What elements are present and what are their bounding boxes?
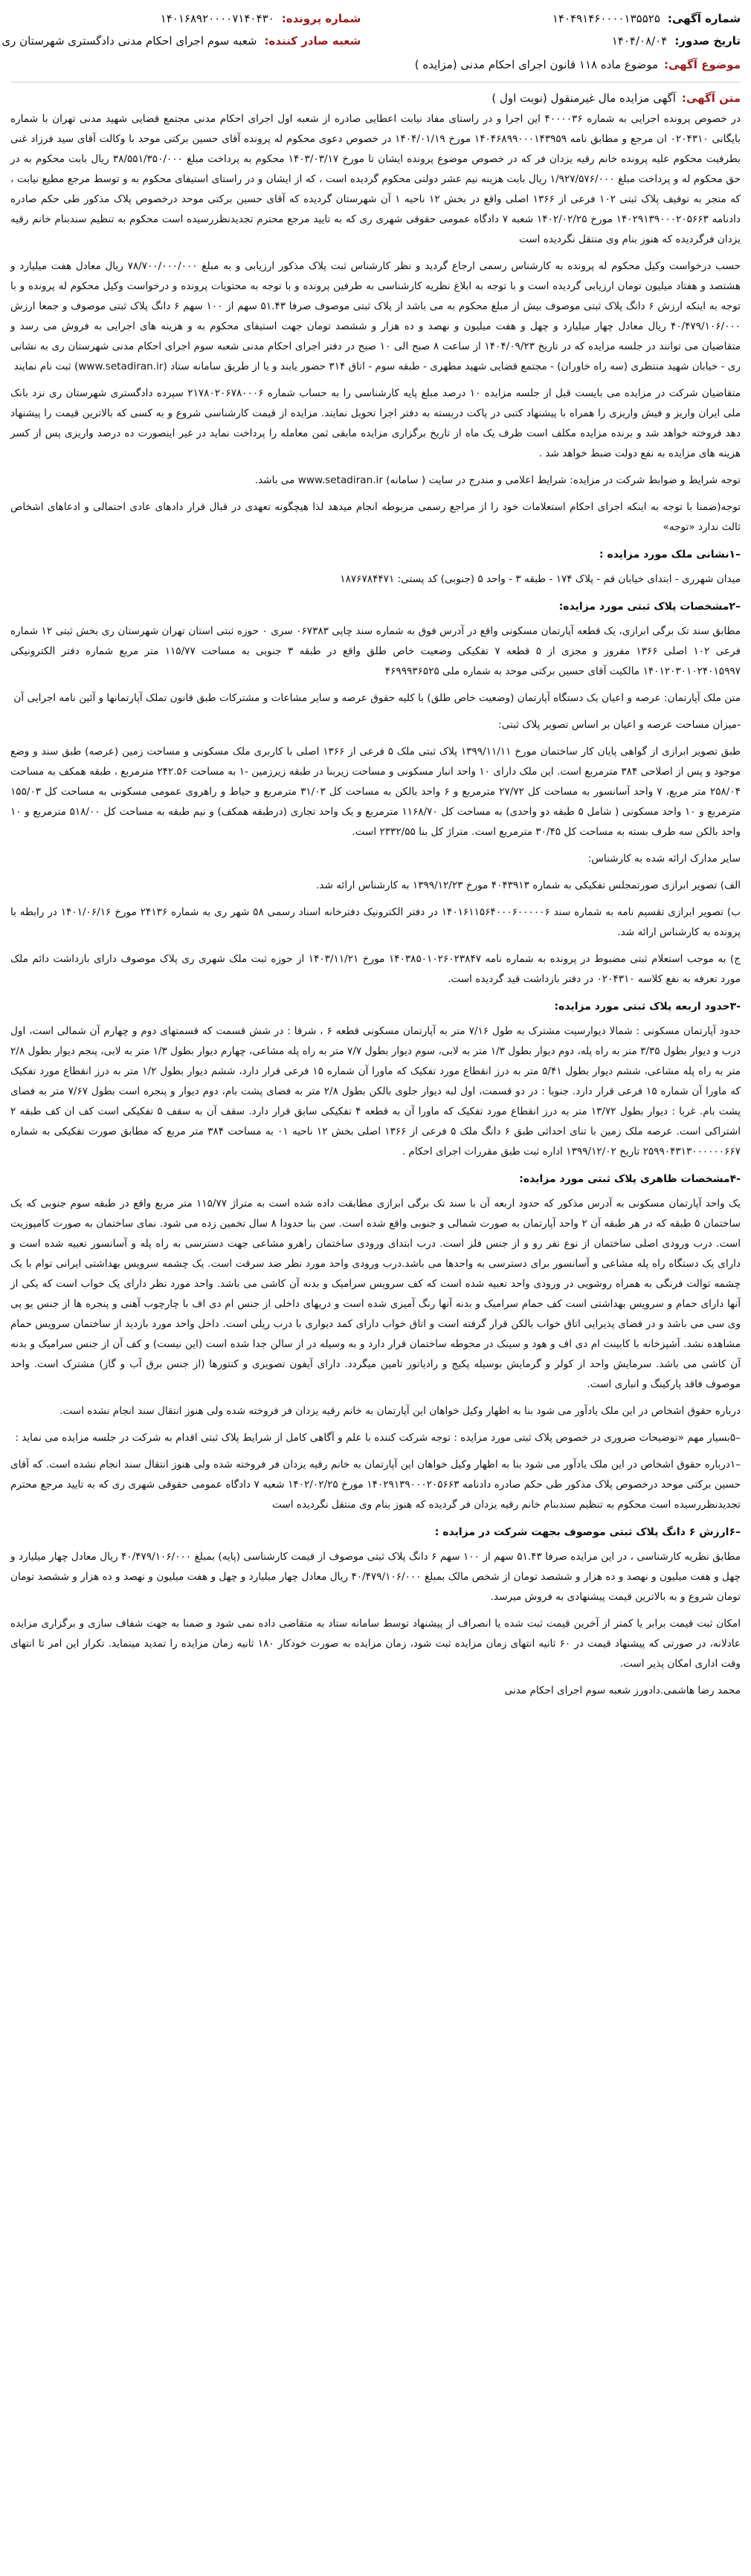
ad-text-label: متن آگهی: <box>681 91 741 105</box>
paragraph-other-documents: سایر مدارک ارائه شده به کارشناس: <box>587 853 741 865</box>
subject-row <box>10 54 741 76</box>
paragraph-bidding-rules: امکان ثبت قیمت برابر یا کمتر از آخرین قیمت ثبت شده یا انصراف از پیشنهاد توسط سامانه ستاد به متقاضی داده نمی شود و ضمنا به جهت شفاف سازی و برگزاری مزایده عادلانه، در صورتی که پیشنهاد قیمت در ۶۰ ثانیه انتهای زمان مزایده ثبت شود، زمان مزایده به صورت خودکار ۱۸۰ ثانیه زمان مزایده را تمدید مینماید. تکرار این امر تا انتهای وقت اداری امکان پذیر است. <box>10 1618 741 1670</box>
issue-date-row <box>390 30 741 52</box>
property-address: میدان شهرری - ابتدای خیابان قم - پلاک ۱۷۴ - طبقه ۳ - واحد ۵ (جنوبی) کد پستی: ۱۸۷۶۷۸۴۴۷۱ <box>340 573 741 585</box>
paragraph-base-price: مطابق نظریه کارشناسی ، در این مزایده صرفا ۵۱.۴۳ سهم از ۱۰۰ سهم ۶ دانگ پلاک ثبتی موصوف از قیمت کارشناسی (پایه) بمبلغ ۴۰/۴۷۹/۱۰۶/۰۰۰ ریال معادل چهار میلیارد و چهل و هفت میلیون و نهصد و ده هزار و ششصد تومان از شخص مالک بمبلغ ۴۰/۴۷۹/۱۰۶/۰۰۰ ریال معادل چهار میلیارد و چهل و هفت میلیون و نهصد و ده هزار و ششصد تومان تومان شروع و به بالاترین قیمت پیشنهادی به فروش میرسد. <box>10 1551 741 1603</box>
signature: محمد رضا هاشمی.دادورز شعبه سوم اجرای احکام مدنی <box>504 1685 741 1697</box>
paragraph-document-a: الف) تصویر ابرازی صورتمجلس تفکیکی به شماره ۴۰۴۳۹۱۳ مورخ ۱۳۹۹/۱۲/۲۳ به کارشناس ارائه شد. <box>316 879 741 891</box>
case-number-label: شماره پرونده: <box>281 12 361 25</box>
paragraph-deposit-terms: متقاضیان شرکت در مزایده می بایست قبل از جلسه مزایده ۱۰ درصد مبلغ پایه کارشناسی را به حساب شماره ۲۱۷۸۰۲۰۶۷۸۰۰۰۶ سپرده دادگستری شهرستان ری نزد بانک ملی ایران واریز و فیش واریزی را همراه با پیشنهاد کتبی در پاکت دربسته به دفتر اجرا تحویل نمایند. مزایده از قیمت کارشناسی شروع و به کسی که بالاترین قیمت را پیشنهاد دهد فروخته خواهد شد و برنده مزایده مکلف است ظرف یک ماه از تاریخ برگزاری مزایده مابقی ثمن معامله را پرداخت نماید در غیر اینصورت ده درصد واریزی پس از کسر هزینه های مزایده به نفع دولت ضبط خواهد شد . <box>10 387 741 459</box>
issue-date-label: تاریخ صدور: <box>674 34 741 48</box>
paragraph-case-details: در خصوص پرونده اجرایی به شماره ۴۰۰۰۰۳۶ این اجرا و در راستای مفاد نیابت اعطایی صادره از شعبه اول اجرای احکام مدنی مجتمع قضایی شهید مدنی تهران با شماره بایگانی ۰۲۰۴۳۱۰ ان مرجع و مطابق نامه ۱۴۰۴۶۸۹۹۰۰۰۱۴۳۹۵۹ مورخ ۱۴۰۴/۰۱/۱۹ در خصوص دعوی محکوم له پرونده آقای حسین برکتی موحد با وکالت آقای سید فرزاد غنی بطرفیت محکوم علیه پرونده خانم رقیه یزدان فر که در خصوص موضوع پرونده ایشان تا مورخ ۱۴۰۳/۰۳/۱۷ محکوم به پرداخت مبلغ ۳۸/۵۵۱/۳۵۰/۰۰۰ ریال بابت محکوم به در حق محکوم له و پرداخت مبلغ ۱/۹۲۷/۵۷۶/۰۰۰ ریال بابت هزینه نیم عشر دولتی محکوم گردیده است ، که از ایشان و در راستای استیفای محکوم به و توسط مرجع مطیع نیابت ، که متجر به توقیف پلاک ثبتی ۱۰۲ فرعی از ۱۳۶۶ اصلی واقع در بخش ۱۲ ناحیه ۱ آن شهرستان گردیده که آقای حسین برکتی موحد درخصوص پلاک مذکور طی حکم صادره دادنامه ۱۴۰۲۹۱۳۹۰۰۰۲۰۵۶۶۳ مورخ ۱۴۰۲/۰۲/۲۵ شعبه ۷ دادگاه عمومی حقوقی شهری ری که به تایید مرجع محترم تجدیدنظررسیده است محکوم به تنظیم سندبنام خانم رقیه یزدان فرگردیده که هنوز بنام وی منتقل نگردیده است <box>10 113 741 245</box>
case-number-row <box>10 7 361 30</box>
header-right-column <box>390 7 741 52</box>
paragraph-building-areas: طبق تصویر ابرازی از گواهی پایان کار ساختمان مورخ ۱۳۹۹/۱۱/۱۱ پلاک ثبتی ملک ۵ فرعی از ۱۳۶۶ اصلی با کاربری ملک مسکونی و مساحت زمین (عرصه) طبق سند و وضع موجود و پس از اصلاحی ۳۸۴ مترمربع است. این ملک دارای ۱۰ واحد انبار مسکونی و مساحت زیربنا در طبقه زیرزمین -۱ به مساحت ۲۴۲.۵۶ مترمربع ، طبقه همکف به مساحت ۲۵۸/۰۴ متر مربع، ۷ واحد آسانسور به مساحت کل ۲۷/۷۲ مترمربع و ۶ واحد بالکن به مساحت کل ۳۱/۰۳ مترمربع و حیاط و راهروی عمومی مسکونی به مساحت کل ۱۵۵/۰۳ مترمربع و ۱۰ واحد مسکونی ( شامل ۵ طبقه دو واحدی) به مساحت کل ۱۱۶۸/۷۰ مترمربع و یک واحد تجاری (درطبقه همکف) و نیم طبقه به مساحت کل ۵۱۸/۰۰ مترمربع و ۱۰ واحد بالکن سه طرف بسته به مساحت کل ۳۰/۴۵ مترمربع است. متراژ کل بنا ۲۳۳۲/۵۵ است. <box>10 746 741 838</box>
header-left-column <box>1 7 361 52</box>
ad-number: ۱۴۰۴۹۱۴۶۰۰۰۰۱۳۵۵۲۵ <box>552 12 660 25</box>
issuer-name: شعبه سوم اجرای احکام مدنی دادگستری شهرستان ری <box>1 34 257 48</box>
section-boundaries-heading: -۳حدود اربعه پلاک ثبتی مورد مزایده: <box>554 1001 741 1013</box>
ad-body <box>10 109 741 1701</box>
case-number: ۱۴۰۱۶۸۹۲۰۰۰۰۷۱۴۰۴۳۰ <box>160 12 274 25</box>
paragraph-rights-note: درباره حقوق اشخاص در این ملک یادآور می شود بنا به اظهار وکیل خواهان این آپارتمان به خانم رقیه یزدان فر فروخته شده ولی هنوز انتقال سند انجام نشده است. <box>59 1405 741 1417</box>
paragraph-important-notice: –۵بسیار مهم «توضیحات ضروری در خصوص پلاک ثبتی مورد مزایده : توجه شرکت کننده با علم و آگاهی کامل از شرایط پلاک ثبتی اقدام به شرکت در جلسه مزایده می نماید : <box>15 1432 741 1444</box>
ad-header <box>1 0 741 52</box>
section-registration-heading: –۲مشخصات پلاک ثبتی مورد مزایده: <box>558 601 741 613</box>
ad-title-row <box>10 87 741 109</box>
subject-label: موضوع آگهی: <box>663 58 741 71</box>
paragraph-rights-detail: –۱درباره حقوق اشخاص در این ملک یادآور می شود بنا به اظهار وکیل خواهان این آپارتمان به خانم رقیه یزدان فر فروخته شده ولی هنوز انتقال سند انجام نشده است. که آقای حسین برکتی موحد درخصوص پلاک مذکور طی حکم صادره دادنامه ۱۴۰۲۹۱۳۹۰۰۰۲۰۵۶۶۳ مورخ ۱۴۰۲/۰۲/۲۵ شعبه ۷ دادگاه عمومی حقوقی شهری ری که به تایید مرجع محترم تجدیدنظررسیده است محکوم به تنظیم سندبنام خانم رقیه یزدان فر گردیده که هنوز بنام وی منتقل نگردیده است <box>10 1459 741 1511</box>
paragraph-property-type: متن ملک آپارتمان: عرصه و اعیان یک دستگاه آپارتمان (وضعیت خاص طلق) با کلیه حقوق عرصه و سایر مشاعات و مشترکات طبق قانون تملک آپارتمانها و آئین نامه اجرایی آن <box>13 692 741 704</box>
paragraph-deed-details: مطابق سند تک برگی ابرازی، یک قطعه آپارتمان مسکونی واقع در آدرس فوق به شماره سند چاپی ۰۶۷۳۸۳ سری ۰ حوزه ثبتی استان تهران شهرستان ری بخش ثبتی ۱۲ شماره فرعی ۱۰۲ اصلی ۱۳۶۶ مفروز و مجزی از ۵ قطعه ۷ تفکیکی وضعیت خاص طلق واقع در طبقه ۳ جنوبی به مساحت ۱۱۵/۷۷ متر مربع شماره دفتر الکترونیکی ۱۴۰۱۲۰۳۰۱۰۲۴۰۱۵۹۹۷ مالکیت آقای حسین برکتی موحد به شماره ملی ۴۶۹۹۹۳۶۵۲۵ <box>10 625 741 677</box>
section-address-heading: –۱نشانی ملک مورد مزایده : <box>599 549 741 561</box>
paragraph-document-b: ب) تصویر ابرازی تقسیم نامه به شماره سند ۱۴۰۱۶۱۱۵۶۴۰۰۰۶۰۰۰۰۰۶ در دفتر الکترونیک دفترخانه اسناد رسمی ۵۸ شهر ری به شماره ۲۴۱۳۶ مورخ ۱۴۰۱/۰۶/۱۶ در رابطه با پرونده به کارشناس ارائه شد. <box>10 906 741 938</box>
header-divider <box>10 82 741 83</box>
ad-number-label: شماره آگهی: <box>667 12 741 25</box>
ad-title: آگهی مزایده مال غیرمنقول (نوبت اول ) <box>491 91 676 105</box>
section-appearance-heading: -۴مشخصات ظاهری پلاک ثبتی مورد مزایده: <box>519 1173 741 1185</box>
ad-number-row <box>390 7 741 30</box>
paragraph-appearance: یک واحد آپارتمان مسکونی به آدرس مذکور که حدود اربعه آن با سند تک برگی ابرازی مطابقت داده شده است به متراژ ۱۱۵/۷۷ متر مربع واقع در طبقه سوم جنوبی که یک ساختمان ۵ طبقه که در هر طبقه آن ۲ واحد آپارتمان به صورت شمالی و جنوبی واقع شده است. سن بنا حدودا ۸ سال تخمین زده می شود. نمای ساختمان به صورت کامپوزیت است. درب ورودی اصلی ساختمان از نوع نفر رو و از جنس فلز است. درب ابتدای ورودی ساختمان راهرو مشاعی جهت دسترسی به راه پله و آسانسور تعبیه شده است و دارای یک دستگاه راه پله مشاعی و آسانسور برای دسترسی به واحدها می باشد.درب ورودی واحد مورد نظر ضد سرقت است. یک چشمه سرویس بهداشتی ایرانی توام با یک چشمه توالت فرنگی به همراه روشویی در ورودی واحد تعبیه شده است که کف سرویس سرامیک و بدنه آن کاشی می باشد. واحد مورد نظر دارای یک خواب است که یکی از آنها دارای حمام و سرویس بهداشتی است کف حمام سرامیک و بدنه آنها رنگ آمیزی شده است و دریهای داخلی از جنس ام دی اف با چارچوب آهنی و پنجره ها از جنس یو پی وی سی می باشد و در فضای پذیرایی اتاق خواب بالکن قرار گرفته است و اتاق خواب دارای کمد دیواری با درب ریلی است. داخل واحد مورد بازدید از ساختمان سرویس حمام مشاهده نشد. آشپزخانه با کابینت ام دی اف و هود و سینک در محوطه ساختمان قرار دارد و به وسیله در از سالن جدا شده است (این نیست) و کف آن از جنس سرامیک و بدنه آن کاشی می باشد. سرمایش واحد از کولر و گرمایش بوسیله پکیج و رادیاتور تامین میگردد. دارای آیفون تصویری و کنتورها (از جنس برق آب و گاز) مشترک است. واحد موصوف فاقد پارکینگ و انباری است. <box>10 1198 741 1390</box>
issue-date: ۱۴۰۴/۰۸/۰۴ <box>611 34 668 48</box>
issuer-label: شعبه صادر کننده: <box>264 34 361 48</box>
section-value-heading: –۶ارزش ۶ دانگ پلاک ثبتی موصوف بجهت شرکت در مزایده : <box>434 1526 741 1538</box>
paragraph-third-party-notice: توجه(ضمنا با توجه به اینکه اجرای احکام استعلامات خود را از مراجع رسمی مربوطه انجام میدهد لذا هیچگونه تعهدی در قبال قرار دادهای عادی احتمالی و ادعاهای اشخاص ثالث ندارد «توجه» <box>10 501 741 533</box>
paragraph-boundaries: حدود آپارتمان مسکونی : شمالا دیوارسیت مشترک به طول ۷/۱۶ متر به آپارتمان مسکونی قطعه ۶ ، شرقا : در شش قسمت که قسمتهای دوم و چهارم آن شمالی است، اول درب و دیوار بطول ۳/۳۵ متر به راه پله، دوم دیوار بطول ۱/۳ متر به لابی، سوم دیوار بطول ۷/۷ متر به راه پله مشاعی، چهارم دیوار بطول ۱/۳ متر به لابی، پنجم دیوار بطول ۲/۸ متر به راه پله مشاعی، ششم دیوار بطول ۵/۴۱ متر به درز انقطاع مورد تفکیک که ماورا آن شماره ۱۵ فرعی قرار دارد، ششم دیوار بطول ۱/۲ متر به درز انقطاع مورد تفکیک که ماورا آن شماره ۱۵ فرعی قرار دارد. جنوبا : در دو قسمت، اول لبه دیوار جلوی بالکن بطول ۲/۸ متر به فضای پشت بام، دوم دیوار و پنجره است بطول ۷/۶۷ متر به فضای پشت بام. غربا : دیوار بطول ۱۳/۷۲ متر به درز انقطاع مورد تفکیک که ماورا آن به قطعه ۴ تفکیکی سابق قرار دارد. سقف آن به سقف ۵ تفکیکی است کف ان کف طبقه ۲ اشتراکی است. عرصه ملک زمین با تنای احداثی طبق ۶ دانگ ملک ۵ فرعی از ۱۳۶۶ اصلی بخش ۱۲ ناحیه ۰۱ به مساحت ۳۸۴ متر مربع که مطابق صورت تفکیکی به شماره ۲۵۹۹۰۴۳۱۳۰۰۰۰۰۰۶۶۷ تاریخ ۱۳۹۹/۱۲/۰۲ اداره ثبت طبق مقررات اجرای احکام . <box>10 1025 741 1158</box>
paragraph-valuation: حسب درخواست وکیل محکوم له پرونده به کارشناس رسمی ارجاع گردید و نظر کارشناس ثبت پلاک مذکور ارزیابی و به مبلغ ۷۸/۷۰۰/۰۰۰/۰۰۰ ریال معادل هفت میلیارد و هشتصد و هفتاد میلیون تومان ارزیابی گردیده است و با توجه به ابلاغ نظریه کارشناسی به طرفین پرونده و با توجه به محتویات پرونده و درخواست وکیل محکوم له پرونده و با توجه به اینکه ارزش ۶ دانگ پلاک ثبتی موصوف بیش از مبلغ محکوم به می باشد از پلاک ثبتی موصوف صرفا ۵۱.۴۳ سهم از ۱۰۰ سهم ۶ دانگ پلاک ثبتی موصوف و جمعا ارزش ۴۰/۴۷۹/۱۰۶/۰۰۰ ریال معادل چهار میلیارد و چهل و هفت میلیون و نهصد و ده هزار و ششصد تومان جهت استیفای محکوم به و هزینه های اجرایی به فروش می رسد و متقاضیان می توانند در جلسه مزایده که در تاریخ ۱۴۰۴/۰۹/۲۳ از ساعت ۸ صبح الی ۱۰ صبح در دفتر اجرای احکام مدنی شعبه سوم اجرای احکام مدنی شهرستان ری به نشانی ری - خیابان شهید منتظری (سه راه خاوران) - مجتمع قضایی شهید مطهری - طبقه سوم - اتاق ۳۱۴ حضور یابند و یا از طریق سامانه ستاد (www.setadiran.ir) ثبت نام نمایند <box>10 260 741 372</box>
paragraph-area-heading: -میزان مساحت عرصه و اعیان بر اساس تصویر پلاک ثبتی: <box>498 719 741 731</box>
subject-text: موضوع ماده ۱۱۸ قانون اجرای احکام مدنی (مزایده ) <box>414 58 658 71</box>
paragraph-auction-conditions: توجه شرایط و ضوابط شرکت در مزایده: شرایط اعلامی و مندرج در سایت ( سامانه) www.setadiran.ir می باشد. <box>254 474 741 486</box>
issuer-row <box>1 30 361 52</box>
paragraph-document-c: ج) به موجب استعلام ثبتی مضبوط در پرونده به شماره نامه ۱۴۰۳۸۵۰۱۰۲۶۰۲۳۸۴۷ مورخ ۱۴۰۳/۱۱/۲۱ از حوزه ثبت ملک شهری ری پلاک موصوف دارای بازداشت دائم ملک مورد تعرفه به نفع کلاسه ۰۲۰۴۳۱۰ در دفتر بازداشت قید گردیده است. <box>10 953 741 985</box>
